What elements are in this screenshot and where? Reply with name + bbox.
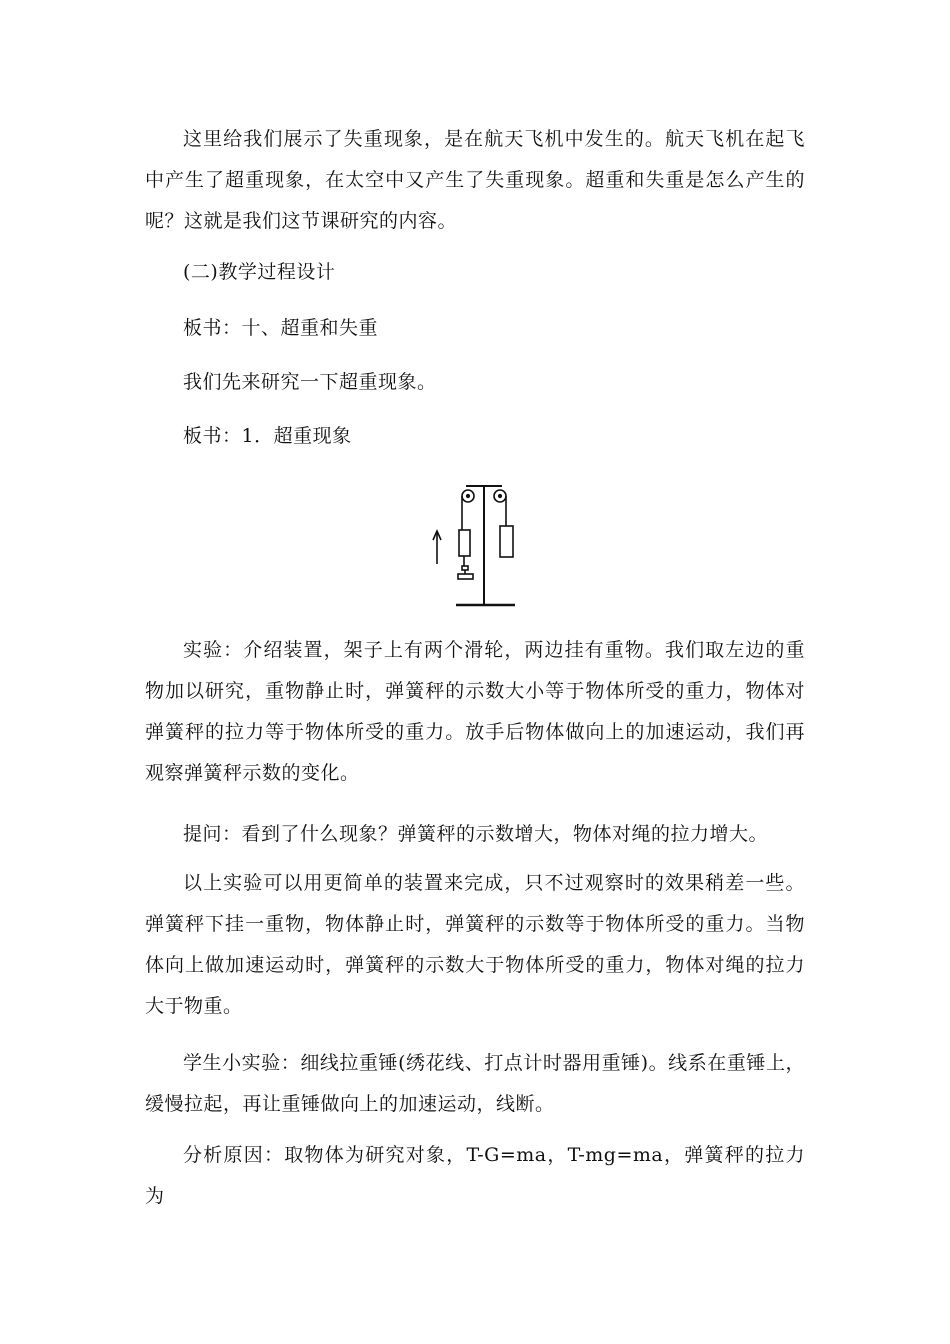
paragraph-simpler-setup: 以上实验可以用更简单的装置来完成，只不过观察时的效果稍差一些。弹簧秤下挂一重物，物体静止时，弹簧秤的示数等于物体所受的重力。当物体向上做加速运动时，弹簧秤的示数大于物体所受的重力，物体对绳的拉力大于物重。 — [145, 872, 805, 1017]
board-note-subtitle: 板书：1．超重现象 — [183, 425, 352, 447]
paragraph-experiment: 实验：介绍装置，架子上有两个滑轮，两边挂有重物。我们取左边的重物加以研究，重物静止时，弹簧秤的示数大小等于物体所受的重力，物体对弹簧秤的拉力等于物体所受的重力。放手后物体做向上的加速运动，我们再观察弹簧秤示数的变化。 — [145, 639, 805, 784]
paragraph-intro: 这里给我们展示了失重现象，是在航天飞机中发生的。航天飞机在起飞中产生了超重现象，在太空中又产生了失重现象。超重和失重是怎么产生的呢？这就是我们这节课研究的内容。 — [145, 128, 805, 232]
paragraph-student-experiment: 学生小实验：细线拉重锤(绣花线、打点计时器用重锤)。线系在重锤上，缓慢拉起，再让重锤做向上的加速运动，线断。 — [145, 1052, 805, 1115]
pulley-apparatus-diagram — [420, 476, 530, 610]
section-heading: (二)教学过程设计 — [183, 261, 336, 283]
paragraph-analysis: 分析原因：取物体为研究对象，T-G=ma，T-mg=ma，弹簧秤的拉力为 — [145, 1144, 805, 1207]
board-note-title: 板书：十、超重和失重 — [183, 317, 379, 339]
paragraph-question: 提问：看到了什么现象？弹簧秤的示数增大，物体对绳的拉力增大。 — [183, 823, 769, 845]
paragraph-overweight-intro: 我们先来研究一下超重现象。 — [183, 371, 437, 393]
